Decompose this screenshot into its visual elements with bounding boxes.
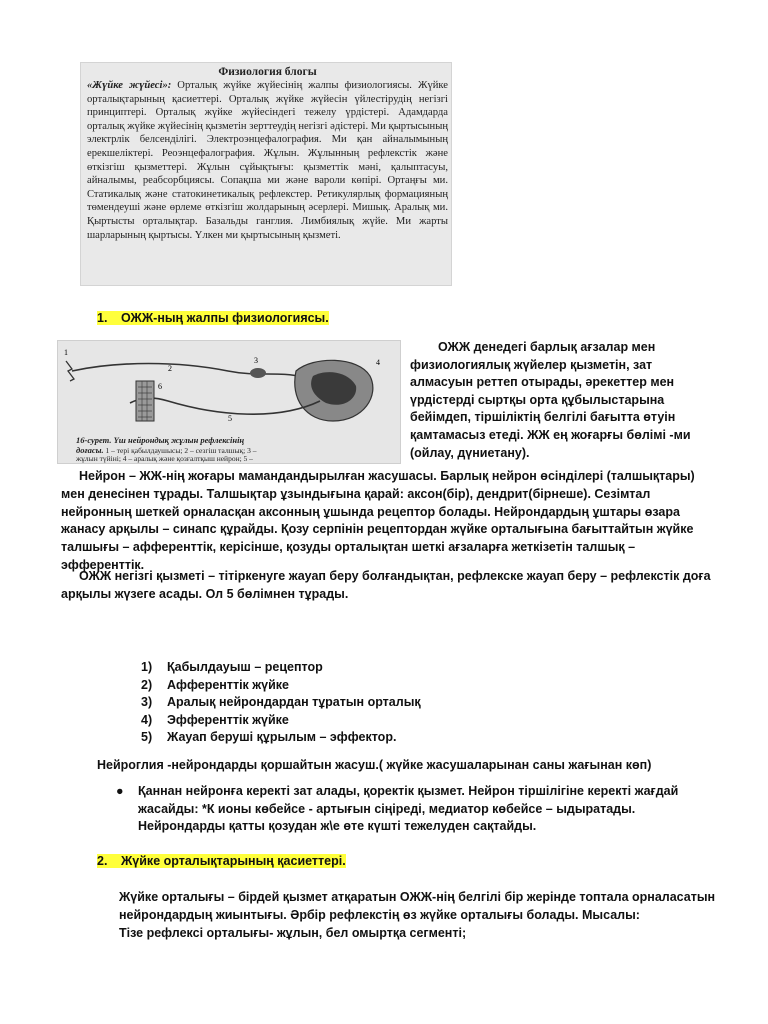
list-item: 5) Жауап беруші құрылым – эффектор. (141, 730, 397, 745)
list-item: 1) Қабылдауыш – рецептор (141, 660, 323, 674)
section-1-title: ОЖЖ-ның жалпы физиологиясы. (121, 311, 329, 325)
scan-body (87, 79, 448, 242)
sensory-fiber (72, 364, 303, 378)
neuroglia-line: Нейроглия -нейрондарды қоршайтын жасуш.( жүйке жасушаларынан саны жағынан көп) (97, 758, 652, 772)
section-2-number: 2. (97, 854, 108, 868)
section-2-title: Жүйке орталықтарының қасиеттері. (121, 854, 346, 868)
label-4: 4 (376, 358, 380, 367)
list-item: 2) Афференттік жүйке (141, 677, 289, 692)
function-paragraph: ОЖЖ негізгі қызметі – тітіркенуге жауап беру болғандықтан, рефлекске жауап беру – рефлекстік доға арқылы жүзеге асады. Ол 5 бөлімнен тұрады. (61, 569, 711, 601)
side-paragraph-text: ОЖЖ денедегі барлық ағзалар мен физиологиялық жүйелер қызметін, зат алмасуын реттеп отырады, әрекеттер мен үрдістерді сыртқы орта құбылыстарына бейімдеп, тіршіліктің белгілі бағытта өтуін қамтамасыз етеді. ЖЖ ең жоғарғы бөлімі -ми (ойлау, дүниетану). (410, 340, 691, 460)
bullet-text: Қаннан нейронға керекті зат алады, қоректік қызмет. Нейрон тіршілігіне керекті жағдай жасайды: *К ионы көбейсе - артығын сіңіреді, медиатор көбейсе – ыдыратады. Нейрондарды қатты қозудан ж\е өте күшті тежелуден сақтайды. (138, 784, 679, 834)
scan-lead: «Жүйке жүйесі»: (87, 80, 172, 91)
reflex-arc-figure (57, 340, 401, 464)
scan-title: Физиология блогы (218, 66, 317, 78)
bullet-icon: ● (116, 784, 124, 798)
neuron-paragraph: Нейрон – ЖЖ-нің жоғары мамандандырылған жасушасы. Барлық нейрон өсінділері (талшықтары) мен денесінен тұрады. Талшықтар ұзындығына қарай: аксон(бір), дендрит(бірнеше). Сезімтал нейронның шеткей орналасқан аксонның ұшында рецептор болады. Нейрондардың ұштары өзара жанасу арқылы – синапс құрайды. Қозу серпінін рецептордан жүйке орталығына бағыттайтын жүйке талшығы – афференттік, керісінше, қозуды орталықтан шеткі ағзаларға жеткізетін талшық – эфференттік. (61, 469, 695, 572)
scanned-excerpt (80, 62, 452, 286)
centers-paragraph: Жүйке орталығы – бірдей қызмет атқаратын ОЖЖ-нің белгілі бір жерінде топтала орналасатын нейрондардың жиынтығы. Әрбір рефлекстің өз жүйке орталығы болады. Мысалы: (119, 890, 716, 922)
section-1-heading (97, 311, 329, 325)
motor-fiber (130, 398, 320, 414)
list-item: 3) Аралық нейрондардан тұратын орталық (141, 695, 421, 710)
list-item: 4) Эфференттік жүйке (141, 712, 289, 727)
label-6: 6 (158, 382, 162, 391)
figure-caption-title: 16-сурет. Үш нейрондық жұлын рефлексінің доғасы. (76, 435, 245, 455)
scan-text: Орталық жүйке жүйесінің жалпы физиологиясы. Жүйке орталықтарының қасиеттері. Орталық жүйке жүйесін үйлестірудің негізгі принциптері. Орталық жүйке жүйесіндегі тежелу үрдістері. Адамдарда орталық жүйке жүйесінің қызметін зерттеудің негізгі әдістері. Ми қыртысының электрлік белсенділігі. Электроэнцефалография. Ми қан айналымының ерекшеліктері. Реоэнцефалография. Жұлын. Жұлынның рефлекстік және өткізгіш қызметтері. Жұлын сұйықтығы: қызметтік мәні, қалыптасуы, айналымы, реабсорбциясы. Сопақша ми және вароли көпірі. Ортаңғы ми. Статикалық және статокинетикалық рефлекстер. Ретикулярлық формацияның төмендеуші және өрлеме өткізгіш жолдарының әсерлері. Мишық. Аралық ми. Қыртысты орталықтар. Базальды ганглия. Лимбиялық жүйе. Ми жарты шарларының қыртысы. Үлкен ми қыртысының қызметі. (87, 80, 448, 241)
section-2-heading (97, 854, 346, 868)
section-1-number: 1. (97, 311, 108, 325)
reflex-arc-parts-list (141, 659, 421, 747)
label-3: 3 (254, 356, 258, 365)
side-paragraph (410, 339, 710, 462)
label-5: 5 (228, 414, 232, 423)
figure-caption (76, 436, 266, 464)
label-1: 1 (64, 348, 68, 357)
label-2: 2 (168, 364, 172, 373)
knee-reflex-line: Тізе рефлексі орталығы- жұлын, бел омыртқа сегменті; (119, 926, 467, 940)
spinal-ganglion (250, 368, 266, 378)
figure-caption-body: 1 – тері қабылдаушысы; 2 – сезгіш талшық; 3 – жұлын түйіні; 4 – аралық және қозғалтқыш нейрон; 5 – (76, 445, 257, 464)
